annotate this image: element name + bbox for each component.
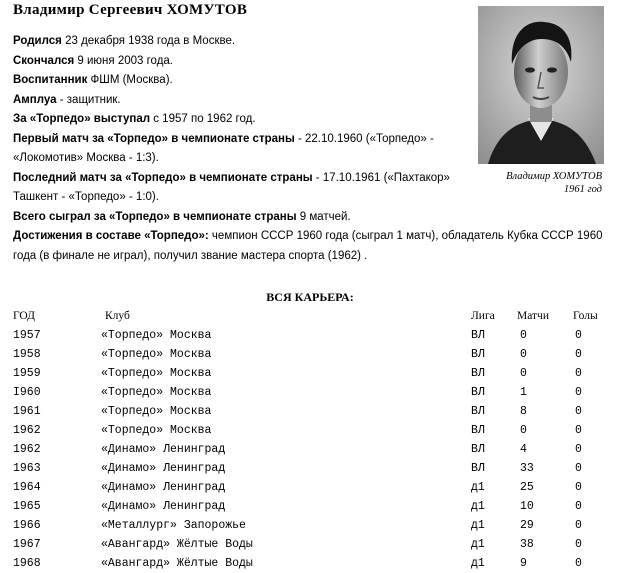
bio-period: За «Торпедо» выступал с 1957 по 1962 год. [13,113,256,125]
cell-year: 1964 [13,481,41,494]
cell-matches: 1 [520,386,527,399]
cell-league: ВЛ [471,386,485,399]
header-goals: Голы [573,310,598,322]
cell-goals: 0 [575,500,582,513]
cell-year: 1965 [13,500,41,513]
cell-goals: 0 [575,443,582,456]
cell-club: «Торпедо» Москва [101,424,212,437]
cell-league: д1 [471,557,485,570]
header-club: Клуб [105,310,130,322]
cell-goals: 0 [575,424,582,437]
cell-matches: 9 [520,557,527,570]
cell-goals: 0 [575,538,582,551]
bio-born: Родился 23 декабря 1938 года в Москве. [13,35,236,47]
table-body [13,326,613,573]
header-year: ГОД [13,310,35,322]
table-row [13,535,613,554]
table-row [13,497,613,516]
bio-last-match: Последний матч за «Торпедо» в чемпионате страны - 17.10.1961 («Пахтакор» Ташкент - «Торпедо» - 1:0). [13,171,450,203]
cell-matches: 10 [520,500,534,513]
cell-club: «Торпедо» Москва [101,405,212,418]
cell-league: ВЛ [471,462,485,475]
cell-year: 1957 [13,329,41,342]
cell-year: 1968 [13,557,41,570]
cell-club: «Торпедо» Москва [101,386,212,399]
cell-club: «Динамо» Ленинград [101,481,226,494]
cell-year: 1962 [13,443,41,456]
bio-total: Всего сыграл за «Торпедо» в чемпионате страны 9 матчей. [13,210,351,223]
cell-year: 1967 [13,538,41,551]
table-row [13,383,613,402]
header-matches: Матчи [517,310,549,322]
table-row [13,345,613,364]
cell-year: 1959 [13,367,41,380]
cell-league: ВЛ [471,405,485,418]
cell-goals: 0 [575,329,582,342]
cell-club: «Торпедо» Москва [101,329,212,342]
cell-club: «Авангард» Жёлтые Воды [101,538,253,551]
page-title: Владимир Сергеевич ХОМУТОВ [13,2,248,18]
cell-league: ВЛ [471,424,485,437]
cell-club: «Торпедо» Москва [101,348,212,361]
table-row [13,478,613,497]
cell-matches: 0 [520,329,527,342]
cell-year: 1963 [13,462,41,475]
cell-matches: 8 [520,405,527,418]
cell-league: ВЛ [471,367,485,380]
cell-goals: 0 [575,481,582,494]
cell-matches: 33 [520,462,534,475]
table-row [13,421,613,440]
table-row [13,364,613,383]
cell-league: д1 [471,500,485,513]
table-row [13,402,613,421]
cell-league: д1 [471,538,485,551]
portrait-image [478,6,604,164]
table-header [13,307,613,326]
cell-goals: 0 [575,367,582,380]
table-row [13,459,613,478]
career-table [13,307,613,573]
cell-goals: 0 [575,557,582,570]
cell-year: 1958 [13,348,41,361]
cell-club: «Динамо» Ленинград [101,443,226,456]
cell-year: 1961 [13,405,41,418]
cell-goals: 0 [575,405,582,418]
table-row [13,554,613,573]
cell-matches: 25 [520,481,534,494]
cell-matches: 38 [520,538,534,551]
cell-league: д1 [471,519,485,532]
photo-caption [472,170,602,196]
table-row [13,326,613,345]
cell-matches: 0 [520,424,527,437]
cell-goals: 0 [575,348,582,361]
cell-club: «Динамо» Ленинград [101,462,226,475]
cell-club: «Динамо» Ленинград [101,500,226,513]
table-row [13,516,613,535]
caption-year: 1961 год [563,184,602,195]
header-league: Лига [471,310,495,322]
caption-name: Владимир ХОМУТОВ [506,171,602,182]
bio-academy: Воспитанник ФШМ (Москва). [13,74,173,86]
cell-league: ВЛ [471,443,485,456]
bio-position: Амплуа - защитник. [13,93,121,106]
bio-achievements: Достижения в составе «Торпедо»: чемпион СССР 1960 года (сыграл 1 матч), обладатель Кубка СССР 1960 года (в финале не играл), получил звание мастера спорта (1962) . [13,230,603,262]
cell-year: 1962 [13,424,41,437]
bio-died: Скончался 9 июня 2003 года. [13,54,173,67]
table-row [13,440,613,459]
cell-club: «Авангард» Жёлтые Воды [101,557,253,570]
cell-matches: 4 [520,443,527,456]
bio-first-match: Первый матч за «Торпедо» в чемпионате страны - 22.10.1960 («Торпедо» - «Локомотив» Москва - 1:3). [13,132,434,164]
cell-goals: 0 [575,462,582,475]
cell-club: «Торпедо» Москва [101,367,212,380]
career-title: ВСЯ КАРЬЕРА: [266,290,354,304]
cell-matches: 0 [520,348,527,361]
cell-league: ВЛ [471,329,485,342]
cell-club: «Металлург» Запорожье [101,519,246,532]
cell-year: 1966 [13,519,41,532]
cell-matches: 0 [520,367,527,380]
cell-goals: 0 [575,519,582,532]
cell-league: ВЛ [471,348,485,361]
cell-goals: 0 [575,386,582,399]
player-photo [478,6,604,164]
cell-league: д1 [471,481,485,494]
cell-year: I960 [13,386,41,399]
cell-matches: 29 [520,519,534,532]
